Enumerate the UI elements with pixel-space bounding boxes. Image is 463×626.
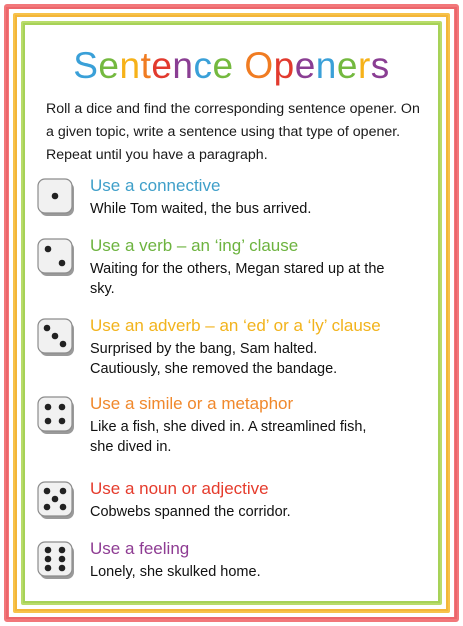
title-letter: c xyxy=(193,45,213,86)
dice-pip xyxy=(44,504,51,511)
dice-icon xyxy=(36,317,76,357)
opener-example: Like a fish, she dived in. A streamlined fish, she dived in. xyxy=(90,419,367,455)
title-letter: e xyxy=(98,45,120,86)
dice-pip xyxy=(59,565,66,572)
title-letter: e xyxy=(212,45,234,86)
opener-example: Waiting for the others, Megan stared up at the sky. xyxy=(90,261,385,297)
dice-pip xyxy=(60,341,67,348)
dice-pip xyxy=(60,504,67,511)
opener-heading: Use a noun or adjective xyxy=(90,479,269,498)
dice-pip xyxy=(45,246,52,253)
opener-heading: Use a feeling xyxy=(90,539,190,558)
page-title xyxy=(0,44,463,88)
dice-pip xyxy=(44,488,51,495)
title-letter xyxy=(234,45,245,86)
dice-pip xyxy=(60,488,67,495)
dice-pip xyxy=(59,260,66,267)
dice-pip xyxy=(45,404,52,411)
dice-pip xyxy=(52,193,59,200)
dice-pip xyxy=(52,496,59,503)
dice-pip xyxy=(45,547,52,554)
dice-icon xyxy=(36,177,76,217)
dice-pip xyxy=(52,333,59,340)
dice-pip xyxy=(45,556,52,563)
dice-pip xyxy=(44,325,51,332)
title-letter: n xyxy=(315,45,337,86)
opener-heading: Use an adverb – an ‘ed’ or a ‘ly’ clause xyxy=(90,316,381,335)
dice-icon xyxy=(36,395,76,435)
title-letter: p xyxy=(273,45,295,86)
title-letter: O xyxy=(244,45,274,86)
opener-example: While Tom waited, the bus arrived. xyxy=(90,201,312,217)
opener-heading: Use a simile or a metaphor xyxy=(90,394,294,413)
title-letter: n xyxy=(172,45,194,86)
title-letter: t xyxy=(140,45,152,86)
title-letter: e xyxy=(336,45,358,86)
dice-pip xyxy=(59,556,66,563)
title-letter: s xyxy=(370,45,390,86)
opener-example: Surprised by the bang, Sam halted. Cautiously, she removed the bandage. xyxy=(90,341,338,377)
dice-pip xyxy=(59,547,66,554)
dice-icon xyxy=(36,237,76,277)
instructions-text: Roll a dice and find the corresponding sentence opener. On a given topic, write a sentence using that type of opener. Repeat until you have a paragraph. xyxy=(46,101,420,163)
title-letter: r xyxy=(357,45,371,86)
dice-icon xyxy=(36,480,76,520)
dice-icon xyxy=(36,540,76,580)
opener-heading: Use a verb – an ‘ing’ clause xyxy=(90,236,299,255)
title-letter: e xyxy=(294,45,316,86)
dice-pip xyxy=(59,418,66,425)
title-letter: e xyxy=(151,45,173,86)
dice-pip xyxy=(59,404,66,411)
opener-example: Lonely, she skulked home. xyxy=(90,564,261,580)
opener-example: Cobwebs spanned the corridor. xyxy=(90,504,291,520)
opener-heading: Use a connective xyxy=(90,176,221,195)
dice-pip xyxy=(45,418,52,425)
title-letter: S xyxy=(73,45,99,86)
dice-pip xyxy=(45,565,52,572)
title-letter: n xyxy=(119,45,141,86)
